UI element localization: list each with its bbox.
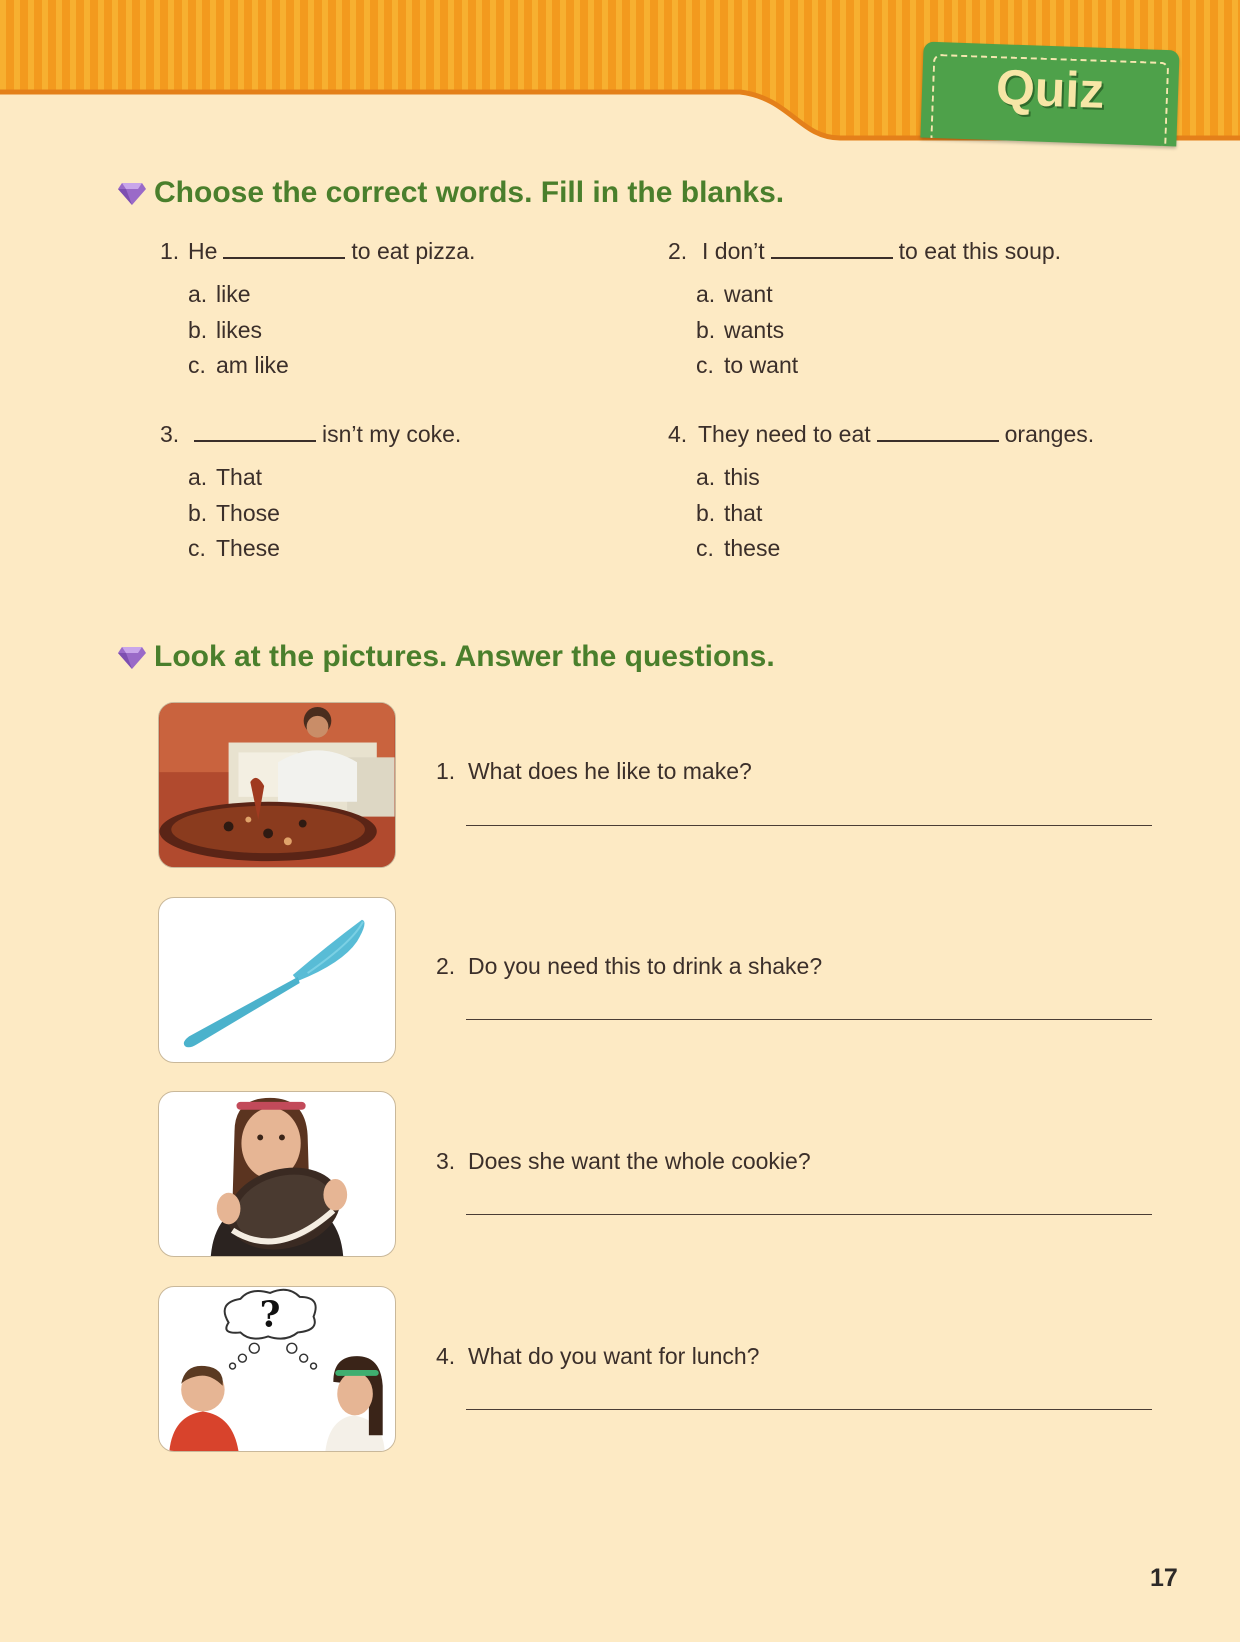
section-heading-fill-blanks [118,176,784,210]
quiz-tag [920,42,1179,147]
question-text-before: He [188,238,218,264]
option-b[interactable]: b. wants [696,316,785,343]
svg-text:?: ? [259,1294,281,1336]
option-c[interactable]: c. to want [696,352,799,378]
question-text-before: I don’t [702,238,765,264]
answer-line-3[interactable] [466,1214,1152,1215]
option-b[interactable]: b. that [696,499,763,526]
option-a[interactable]: a. want [696,281,773,307]
fill-question-4 [668,421,1094,567]
fill-question-1 [160,238,475,384]
answer-blank[interactable] [771,257,893,259]
kids-thinking-image [159,1287,395,1451]
page-title: Quiz [995,59,1106,119]
section-heading-text: Choose the correct words. Fill in the blanks. [154,176,785,209]
gem-icon [118,645,146,669]
section-heading-text: Look at the pictures. Answer the questions. [154,640,775,673]
page-number: 17 [1150,1564,1178,1592]
question-text-after: to eat pizza. [351,238,476,264]
question-text-after: oranges. [1004,421,1095,447]
gem-icon [118,181,146,205]
answer-line-4[interactable] [466,1409,1152,1410]
picture-kids-thinking [158,1286,396,1452]
picture-question-1: 1. What does he like to make? [436,758,752,784]
question-text-before: They need to eat [698,421,871,447]
picture-girl-cookie [158,1091,396,1257]
option-b[interactable]: b. likes [188,316,263,343]
page-header [0,0,1240,160]
pizza-chef-image [159,703,395,867]
fill-question-2 [668,238,1061,384]
option-a[interactable]: a. like [188,281,251,307]
option-c[interactable]: c. am like [188,352,289,378]
question-number: 1. [160,238,180,264]
option-a[interactable]: a. this [696,464,760,490]
girl-cookie-image [159,1092,395,1256]
knife-image [159,898,395,1062]
section-heading-pictures [118,640,775,674]
question-text-after: to eat this soup. [898,238,1062,264]
question-number: 2. [668,238,688,264]
option-a[interactable]: a. That [188,464,263,490]
option-c[interactable]: c. These [188,535,280,561]
answer-blank[interactable] [223,257,345,259]
question-text-after: isn’t my coke. [322,421,462,447]
answer-line-1[interactable] [466,825,1152,826]
picture-question-2: 2. Do you need this to drink a shake? [436,953,823,979]
picture-question-3: 3. Does she want the whole cookie? [436,1148,811,1174]
answer-blank[interactable] [877,440,999,442]
fill-question-3 [160,421,461,567]
option-c[interactable]: c. these [696,535,781,561]
answer-blank[interactable] [194,440,316,442]
picture-question-4: 4. What do you want for lunch? [436,1343,760,1369]
picture-pizza-chef [158,702,396,868]
answer-line-2[interactable] [466,1019,1152,1020]
picture-knife [158,897,396,1063]
question-number: 3. [160,421,180,447]
question-number: 4. [668,421,688,447]
option-b[interactable]: b. Those [188,499,280,526]
